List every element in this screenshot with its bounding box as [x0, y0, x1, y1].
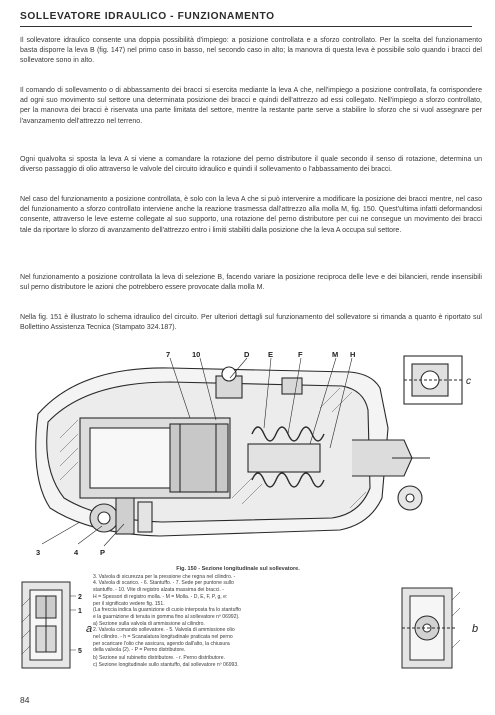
- callout-4: 4: [74, 548, 79, 557]
- paragraph-4: Nel caso del funzionamento a posizione controllata, è solo con la leva A che si può intervenire a modificare la posizione dei bracci mentre, nel caso del funzionamento a sforzo controllato interviene anche la reazione trasmessa dall'attrezzo alla molla M, fig. 150. Quest'ultima infatti deformandosi consente, attraverso le leve esterne collegate al suo supporto, una rotazione del perno distributore per cui ne consegue un movimento dei bracci tale da riportare lo sforzo di avanzamento dell'attrezzo entro i limiti stabiliti dalla posizione che la leva A occupa sul settore.: [20, 196, 482, 234]
- caption-line: (La freccia indica la guarnizione di cuoio interposta fra lo stantuffo: [93, 607, 241, 614]
- caption-line: a) Sezione sulla valvola di ammissione al cilindro.: [93, 620, 205, 627]
- callout-10: 10: [192, 350, 201, 359]
- figure-150-longitudinal-section: [20, 348, 472, 560]
- page-number: 84: [20, 695, 30, 705]
- caption-line: e la guarnizione di tenuta in gomma fino al sollevatore nº 06992).: [93, 613, 240, 620]
- page-title: SOLLEVATORE IDRAULICO - FUNZIONAMENTO: [20, 11, 275, 22]
- caption-line: 3. Valvola di sicurezza per la pressione che regna nel cilindro. -: [93, 573, 236, 580]
- view-letter-a: a: [86, 623, 93, 635]
- figure-caption-title: Fig. 150 - Sezione longitudinale sul sollevatore.: [176, 566, 300, 572]
- callout-1: 1: [78, 608, 82, 615]
- title-rule: [20, 26, 472, 27]
- paragraph-1: Il sollevatore idraulico consente una doppia possibilità d'impiego: a posizione controllata e a sforzo controllato. Per la scelta del funzionamento basta disporre la leva B (fig. 147) nel primo caso in basso, nel secondo caso in alto; la manovra di questa leva è possibile solo quando i bracci del sollevatore sono in alto.: [20, 37, 482, 65]
- view-letter-b: b: [472, 623, 479, 635]
- callout-7: 7: [166, 350, 171, 359]
- paragraph-3: Ogni qualvolta si sposta la leva A si viene a comandare la rotazione del perno distributore il quale secondo il senso di rotazione, determina un diverso passaggio di olio attraverso le valvole del circuito idraulico e quindi il sollevamento o l'abbassamento dei bracci.: [20, 156, 482, 174]
- caption-line: 2. Valvola comando sollevatore. - 5. Valvola di ammissione olio: [93, 627, 235, 634]
- caption-line: stantuffo. - 10. Vite di registro alzata massima dei bracci. -: [93, 587, 224, 594]
- caption-line: b) Sezione sul rubinetto distributore. - r. Perno distributore.: [93, 655, 225, 662]
- view-letter-c: c: [466, 376, 471, 387]
- paragraph-6: Nella fig. 151 è illustrato lo schema idraulico del circuito. Per ulteriori dettagli sul funzionamento del sollevatore si rimanda a quanto è riportato sul Bollettino Assistenza Tecnica (Stampato 324.187).: [20, 314, 482, 332]
- callout-D: D: [244, 350, 250, 359]
- caption-line: c) Sezione longitudinale sullo stantuffo, dal sollevatore nº 06993.: [93, 661, 239, 668]
- callout-2: 2: [78, 594, 82, 601]
- callout-F: F: [298, 350, 303, 359]
- callout-P: P: [100, 548, 106, 557]
- callout-3: 3: [36, 548, 41, 557]
- caption-line: per il significato vedere fig. 151.: [93, 600, 165, 607]
- figure-caption: [93, 566, 383, 669]
- caption-line: della valvola (2). - P = Perno distributore.: [93, 647, 186, 654]
- caption-line: per scaricare l'olio che assicura, agendo dall'alto, la chiusura: [93, 640, 230, 647]
- callout-E: E: [268, 350, 274, 359]
- caption-line: H = Spessori di registro molla. - M = Molla. - D, E, F, P, g, e:: [93, 593, 228, 600]
- callout-5: 5: [78, 648, 82, 655]
- callout-H: H: [350, 350, 356, 359]
- paragraph-5: Nel funzionamento a posizione controllata la leva di selezione B, facendo variare la posizione reciproca delle leve e dei bilancieri, rende insensibili sul perno distributore le azioni che potrebbero essere provocate dalla molla M.: [20, 274, 482, 292]
- paragraph-2: Il comando di sollevamento o di abbassamento dei bracci si esercita mediante la leva A che, nell'impiego a posizione controllata, fa corrispondere ad ogni suo movimento sul settore una determinata posizione dei bracci e quindi dell'attrezzo ad essi collegato. Nell'impiego a sforzo controllato, per la manovra dei bracci è riservata una parte limitata del settore, mentre la restante parte serve a stabilire lo sforzo che si vuol assegnare per l'avanzamento dell'attrezzo nel terreno.: [20, 87, 482, 125]
- caption-line: nel cilindro. - h = Scanalatura longitudinale praticata nel perno: [93, 634, 233, 641]
- caption-line: 4. Valvola di scarico. - 6. Stantuffo. - 7. Sede per puntone sullo: [93, 580, 234, 587]
- callout-M: M: [332, 350, 339, 359]
